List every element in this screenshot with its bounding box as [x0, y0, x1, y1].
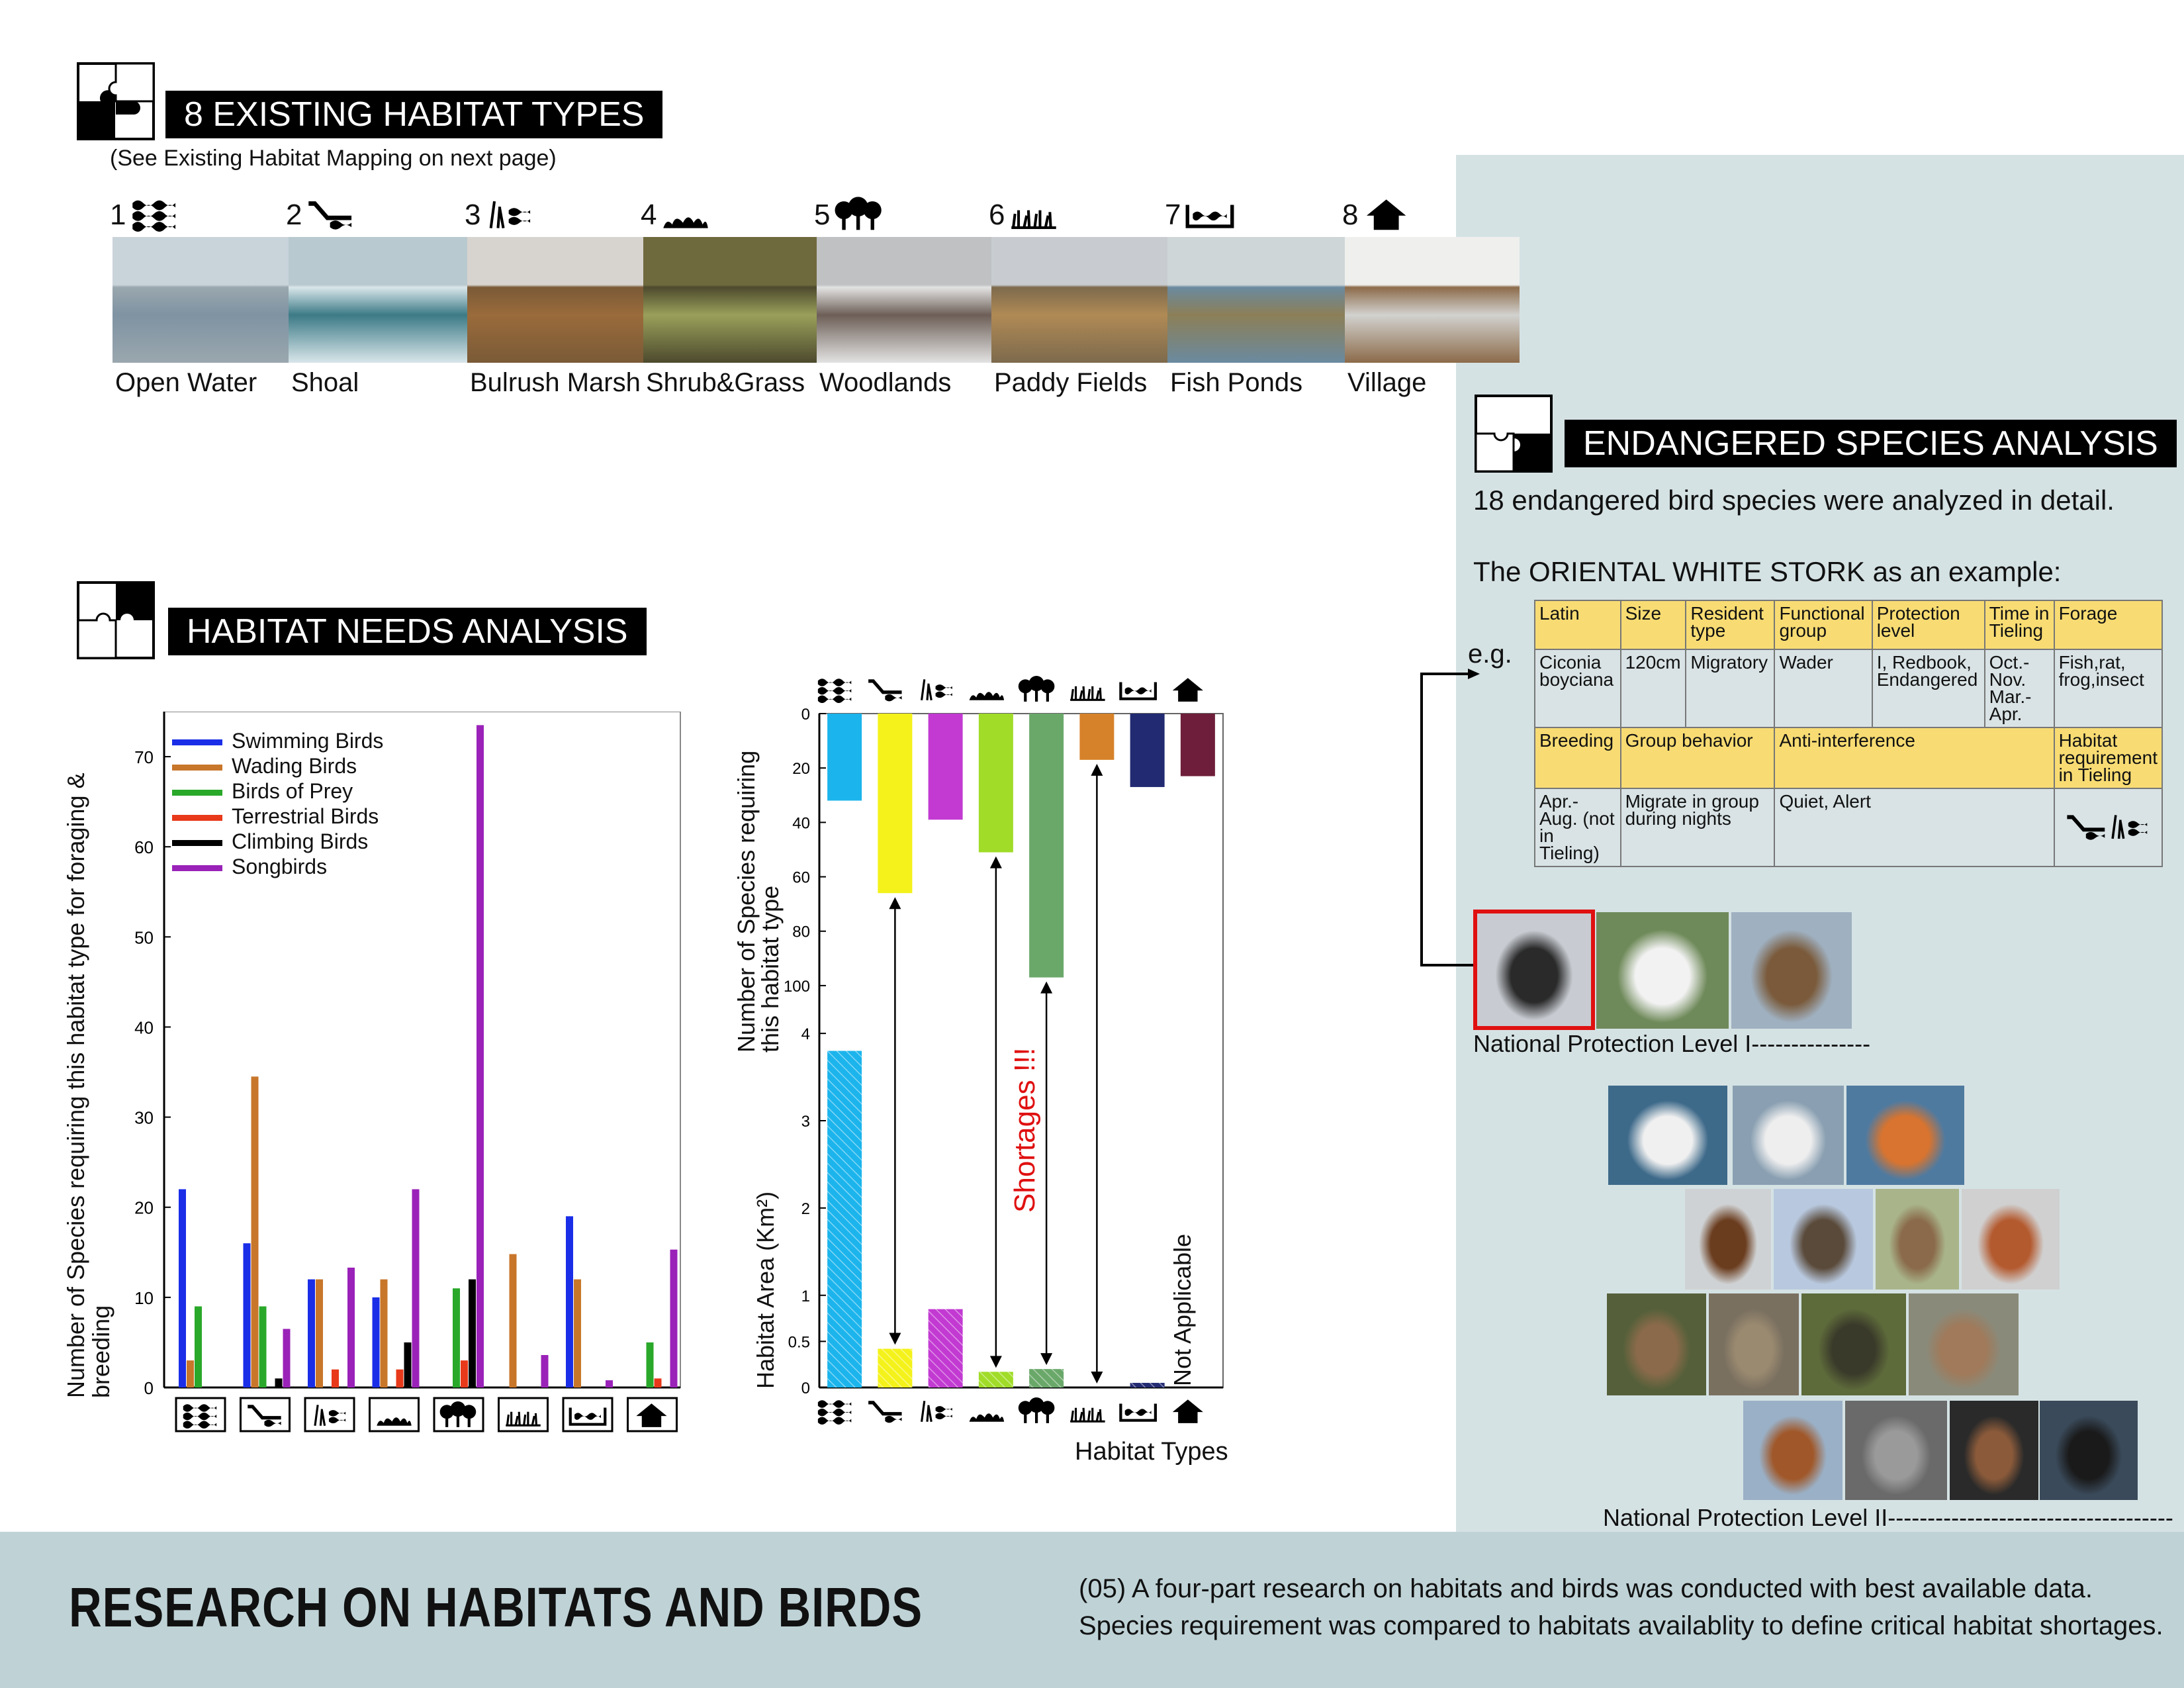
- footer-title: RESEARCH ON HABITATS AND BIRDS: [69, 1576, 923, 1638]
- village-icon: [1361, 196, 1414, 232]
- info-cell: Oct.-Nov. Mar.-Apr.: [1985, 649, 2054, 727]
- bird-photo: [1709, 1293, 1799, 1395]
- puzzle-icon: [1475, 395, 1553, 473]
- shrub-grass-icon: [970, 1413, 1005, 1422]
- chart1-bar: [655, 1378, 662, 1387]
- bird-photo: [1733, 1086, 1844, 1185]
- info-cell: Resident type: [1686, 600, 1774, 649]
- habitat-area-bar: [878, 1349, 912, 1387]
- shoal-icon: [868, 679, 901, 701]
- bird-photo: [1596, 912, 1729, 1029]
- info-cell: Breeding: [1535, 727, 1621, 788]
- legend-item: [172, 778, 383, 804]
- chart1-bar: [453, 1288, 460, 1387]
- chart-legend: [172, 728, 383, 879]
- legend-label: Terrestrial Birds: [232, 804, 379, 828]
- habitat-icon-wrap: [833, 196, 886, 235]
- puzzle-icon: [77, 581, 155, 659]
- eg-label: e.g.: [1468, 639, 1512, 669]
- bird-photo: [1846, 1086, 1964, 1185]
- info-cell: Size: [1621, 600, 1686, 649]
- village-icon: [1173, 1399, 1203, 1423]
- chart1-bar: [412, 1190, 420, 1387]
- existing-habitat-note: (See Existing Habitat Mapping on next page): [110, 146, 557, 171]
- habitat-photo: [289, 237, 467, 363]
- chart1-bar: [574, 1280, 581, 1387]
- chart2-top-tick-label: 100: [783, 977, 810, 996]
- arrow-head-up: [1040, 982, 1052, 994]
- chart1-bar: [404, 1342, 412, 1387]
- habitat-icon-wrap: [1007, 196, 1060, 235]
- chart1-bar: [244, 1243, 251, 1387]
- chart1-bar: [316, 1280, 323, 1387]
- shoal-icon: [868, 1401, 901, 1423]
- fish-pond-icon: [1183, 196, 1236, 232]
- chart2-bottom-tick-label: 4: [801, 1025, 810, 1044]
- legend-swatch: [172, 790, 222, 796]
- shoal-icon: [304, 196, 357, 232]
- info-cell: I, Redbook, Endangered: [1872, 649, 1985, 727]
- bird-photo: [1876, 1189, 1959, 1289]
- bird-photo: [1685, 1189, 1771, 1289]
- open-water-icon: [818, 679, 851, 703]
- habitat-number: 4: [641, 199, 657, 231]
- habitat-number: 3: [465, 199, 481, 231]
- arrow-head-down: [990, 1356, 1002, 1368]
- bulrush-icon: [922, 1401, 952, 1422]
- chart1-category-box: [370, 1398, 419, 1431]
- habitat-icon-wrap: [483, 196, 536, 235]
- chart1-bar: [179, 1190, 186, 1387]
- habitat-area-bar: [1130, 1383, 1165, 1387]
- info-cell: Apr.-Aug. (not in Tieling): [1535, 788, 1621, 867]
- legend-item: [172, 854, 383, 879]
- bird-photo: [1608, 1086, 1727, 1185]
- woodlands-icon: [1019, 1397, 1055, 1423]
- habitat-area-bar: [979, 1372, 1013, 1387]
- chart1-bar: [283, 1329, 291, 1387]
- legend-item: [172, 829, 383, 854]
- legend-swatch: [172, 739, 222, 745]
- chart1-bar: [670, 1250, 678, 1387]
- endangered-intro: 18 endangered bird species were analyzed in detail.: [1473, 485, 2115, 516]
- chart2-bottom-tick-label: 0: [801, 1380, 810, 1397]
- habitat-photo: [467, 237, 643, 363]
- chart1-bar: [469, 1280, 476, 1387]
- chart1-bar: [259, 1306, 267, 1387]
- chart2-x-label: Habitat Types: [1075, 1438, 1228, 1466]
- info-cell: Migratory: [1686, 649, 1774, 727]
- not-applicable-label: Not Applicable: [1169, 1233, 1196, 1386]
- bulrush-icon: [2108, 810, 2150, 842]
- habitat-icon-wrap: [304, 196, 357, 235]
- chart1-bar: [606, 1380, 613, 1387]
- bird-photo: [1743, 1401, 1843, 1500]
- endangered-species-title: ENDANGERED SPECIES ANALYSIS: [1565, 420, 2177, 467]
- chart1-bar: [308, 1280, 315, 1387]
- habitat-photo: [113, 237, 289, 363]
- habitat-area-bar: [827, 1051, 862, 1387]
- species-required-bar: [878, 714, 912, 893]
- habitat-photo: [643, 237, 817, 363]
- arrow-head-down: [1040, 1353, 1052, 1365]
- habitat-name: Fish Ponds: [1170, 368, 1303, 397]
- species-required-bar: [1181, 714, 1215, 776]
- bird-photo: [1909, 1293, 2019, 1395]
- chart2-top-tick-label: 80: [792, 923, 810, 941]
- chart2-top-tick-label: 20: [792, 760, 810, 778]
- legend-item: [172, 753, 383, 778]
- legend-swatch: [172, 815, 222, 821]
- legend-label: Wading Birds: [232, 754, 357, 778]
- arrow-head-up: [990, 857, 1002, 868]
- chart2-top-tick-label: 40: [792, 814, 810, 833]
- chart2-bottom-tick-label: 1: [801, 1287, 810, 1305]
- info-cell: Ciconia boyciana: [1535, 649, 1621, 727]
- habitat-photo: [1345, 237, 1520, 363]
- info-cell: Habitat requirement in Tieling: [2054, 727, 2162, 788]
- arrow-head-up: [1091, 764, 1103, 776]
- chart1-bar: [373, 1297, 380, 1387]
- info-cell: Anti-interference: [1774, 727, 2054, 788]
- stork-info-table: [1534, 600, 2163, 867]
- habitat-number: 7: [1165, 199, 1181, 231]
- habitat-number: 1: [110, 199, 126, 231]
- stork-photo: [1477, 914, 1591, 1026]
- habitat-photo: [1167, 237, 1345, 363]
- chart1-y-tick-label: 20: [134, 1197, 154, 1218]
- chart1-bar: [195, 1306, 202, 1387]
- chart1-y-tick-label: 10: [134, 1288, 154, 1308]
- info-cell: Migrate in group during nights: [1621, 788, 1775, 867]
- existing-habitat-title: 8 EXISTING HABITAT TYPES: [165, 91, 662, 138]
- legend-label: Climbing Birds: [232, 829, 369, 853]
- habitat-icon-wrap: [128, 196, 181, 235]
- habitat-name: Bulrush Marsh: [470, 368, 641, 397]
- bird-photo: [2040, 1401, 2138, 1500]
- legend-label: Songbirds: [232, 855, 328, 878]
- chart1-y-tick-label: 60: [134, 837, 154, 858]
- legend-swatch: [172, 765, 222, 771]
- habitat-icon-wrap: [659, 196, 712, 235]
- info-cell: [2054, 788, 2162, 867]
- species-required-bar: [979, 714, 1013, 853]
- chart2-bottom-y-label: Habitat Area (Km²): [752, 1191, 779, 1389]
- habitat-area-bar: [929, 1309, 963, 1387]
- habitat-name: Open Water: [115, 368, 257, 397]
- info-cell: Forage: [2054, 600, 2162, 649]
- chart1-category-box: [241, 1398, 290, 1431]
- bird-photo: [1731, 912, 1852, 1029]
- info-cell: Latin: [1535, 600, 1621, 649]
- bulrush-icon: [483, 196, 536, 232]
- species-required-bar: [929, 714, 963, 820]
- stork-example-heading: The ORIENTAL WHITE STORK as an example:: [1473, 556, 2062, 587]
- legend-item: [172, 804, 383, 829]
- arrow-head-down: [889, 1333, 901, 1345]
- habitat-name: Village: [1347, 368, 1427, 397]
- chart1-bar: [381, 1280, 388, 1387]
- puzzle-icon: [77, 62, 155, 140]
- paddy-icon: [1070, 1408, 1105, 1423]
- species-required-bar: [827, 714, 862, 800]
- fish-pond-icon: [1120, 1404, 1156, 1421]
- habitat-number: 8: [1342, 199, 1359, 231]
- chart1-bar: [461, 1360, 468, 1387]
- chart1-bar: [275, 1378, 283, 1387]
- info-cell: Fish,rat, frog,insect: [2054, 649, 2162, 727]
- habitat-icon-wrap: [1361, 196, 1414, 235]
- habitat-name: Woodlands: [819, 368, 952, 397]
- habitat-area-bar: [1029, 1369, 1064, 1387]
- bird-photo: [1950, 1401, 2038, 1500]
- woodlands-icon: [1019, 676, 1055, 702]
- shrub-grass-icon: [659, 196, 712, 232]
- open-water-icon: [128, 196, 181, 232]
- chart2-top-y-label: Number of Species requiring this habitat type: [733, 750, 784, 1053]
- chart1-bar: [396, 1370, 404, 1387]
- legend-label: Birds of Prey: [232, 779, 353, 803]
- chart1-bar: [347, 1268, 355, 1387]
- habitat-name: Shrub&Grass: [646, 368, 805, 397]
- paddy-icon: [1007, 196, 1060, 232]
- chart1-bar: [647, 1342, 654, 1387]
- open-water-icon: [183, 1404, 216, 1429]
- connector-arrow: [1416, 669, 1482, 973]
- woodlands-icon: [833, 196, 886, 232]
- chart2-top-tick-label: 0: [801, 706, 810, 724]
- chart1-y-tick-label: 70: [134, 747, 154, 768]
- legend-label: Swimming Birds: [232, 729, 384, 753]
- arrow-head-down: [1091, 1372, 1103, 1383]
- info-cell: 120cm: [1621, 649, 1686, 727]
- legend-swatch: [172, 840, 222, 846]
- chart1-y-tick-label: 40: [134, 1017, 154, 1038]
- chart2-bottom-tick-label: 2: [801, 1199, 810, 1218]
- chart2-top-tick-label: 60: [792, 868, 810, 887]
- chart1-y-tick-label: 30: [134, 1107, 154, 1128]
- open-water-icon: [818, 1400, 851, 1425]
- bird-photo: [1774, 1189, 1873, 1289]
- habitat-number: 2: [286, 199, 302, 231]
- footer-description: (05) A four-part research on habitats and birds was conducted with best available data. Species requirement was compared to habitats availablity to define critical habitat shortages.: [1079, 1574, 2163, 1640]
- info-cell: Wader: [1774, 649, 1872, 727]
- habitat-needs-title: HABITAT NEEDS ANALYSIS: [168, 608, 647, 655]
- shoal-icon: [2066, 810, 2108, 842]
- shrub-grass-icon: [970, 692, 1005, 700]
- chart1-y-tick-label: 50: [134, 927, 154, 948]
- village-icon: [1173, 678, 1203, 702]
- species-required-bar: [1029, 714, 1064, 978]
- arrow-head-up: [889, 897, 901, 909]
- chart1-bar: [510, 1254, 517, 1387]
- paddy-icon: [1070, 686, 1105, 701]
- bird-photo: [1607, 1293, 1706, 1395]
- species-required-bar: [1130, 714, 1165, 787]
- info-cell: Time in Tieling: [1985, 600, 2054, 649]
- species-required-bar: [1079, 714, 1114, 760]
- bird-photo: [1801, 1293, 1906, 1395]
- chart1-bar: [251, 1076, 259, 1387]
- habitat-photo: [817, 237, 991, 363]
- bird-photo: [1962, 1189, 2060, 1289]
- habitat-name: Shoal: [291, 368, 359, 397]
- legend-item: [172, 728, 383, 753]
- chart1-y-tick-label: 0: [144, 1378, 154, 1398]
- chart2-bottom-tick-label: 3: [801, 1113, 810, 1131]
- habitat-number: 5: [814, 199, 831, 231]
- legend-swatch: [172, 865, 222, 871]
- bird-photo: [1845, 1401, 1947, 1500]
- chart1-bar: [566, 1216, 573, 1387]
- habitat-photo: [991, 237, 1167, 363]
- chart1-bar: [187, 1360, 194, 1387]
- info-cell: Group behavior: [1621, 727, 1775, 788]
- chart2-bottom-tick-label: 0.5: [788, 1333, 810, 1352]
- habitat-number: 6: [989, 199, 1005, 231]
- bulrush-icon: [922, 679, 952, 700]
- info-cell: Quiet, Alert: [1774, 788, 2054, 867]
- protection-level-2-label: National Protection Level II------------------------------------: [1603, 1504, 2173, 1531]
- habitat-name: Paddy Fields: [994, 368, 1148, 397]
- info-cell: Protection level: [1872, 600, 1985, 649]
- shortages-annotation: Shortages !!!: [1009, 1047, 1041, 1213]
- chart1-bar: [332, 1370, 339, 1387]
- chart1-bar: [477, 725, 484, 1387]
- fish-pond-icon: [1120, 682, 1156, 699]
- chart1-bar: [541, 1355, 549, 1387]
- protection-level-1-label: National Protection Level I---------------: [1473, 1030, 1871, 1057]
- habitat-icon-wrap: [1183, 196, 1236, 235]
- chart1-y-label: Number of Species requiring this habitat type for foraging & breeding: [62, 773, 114, 1398]
- info-cell: Functional group: [1774, 600, 1872, 649]
